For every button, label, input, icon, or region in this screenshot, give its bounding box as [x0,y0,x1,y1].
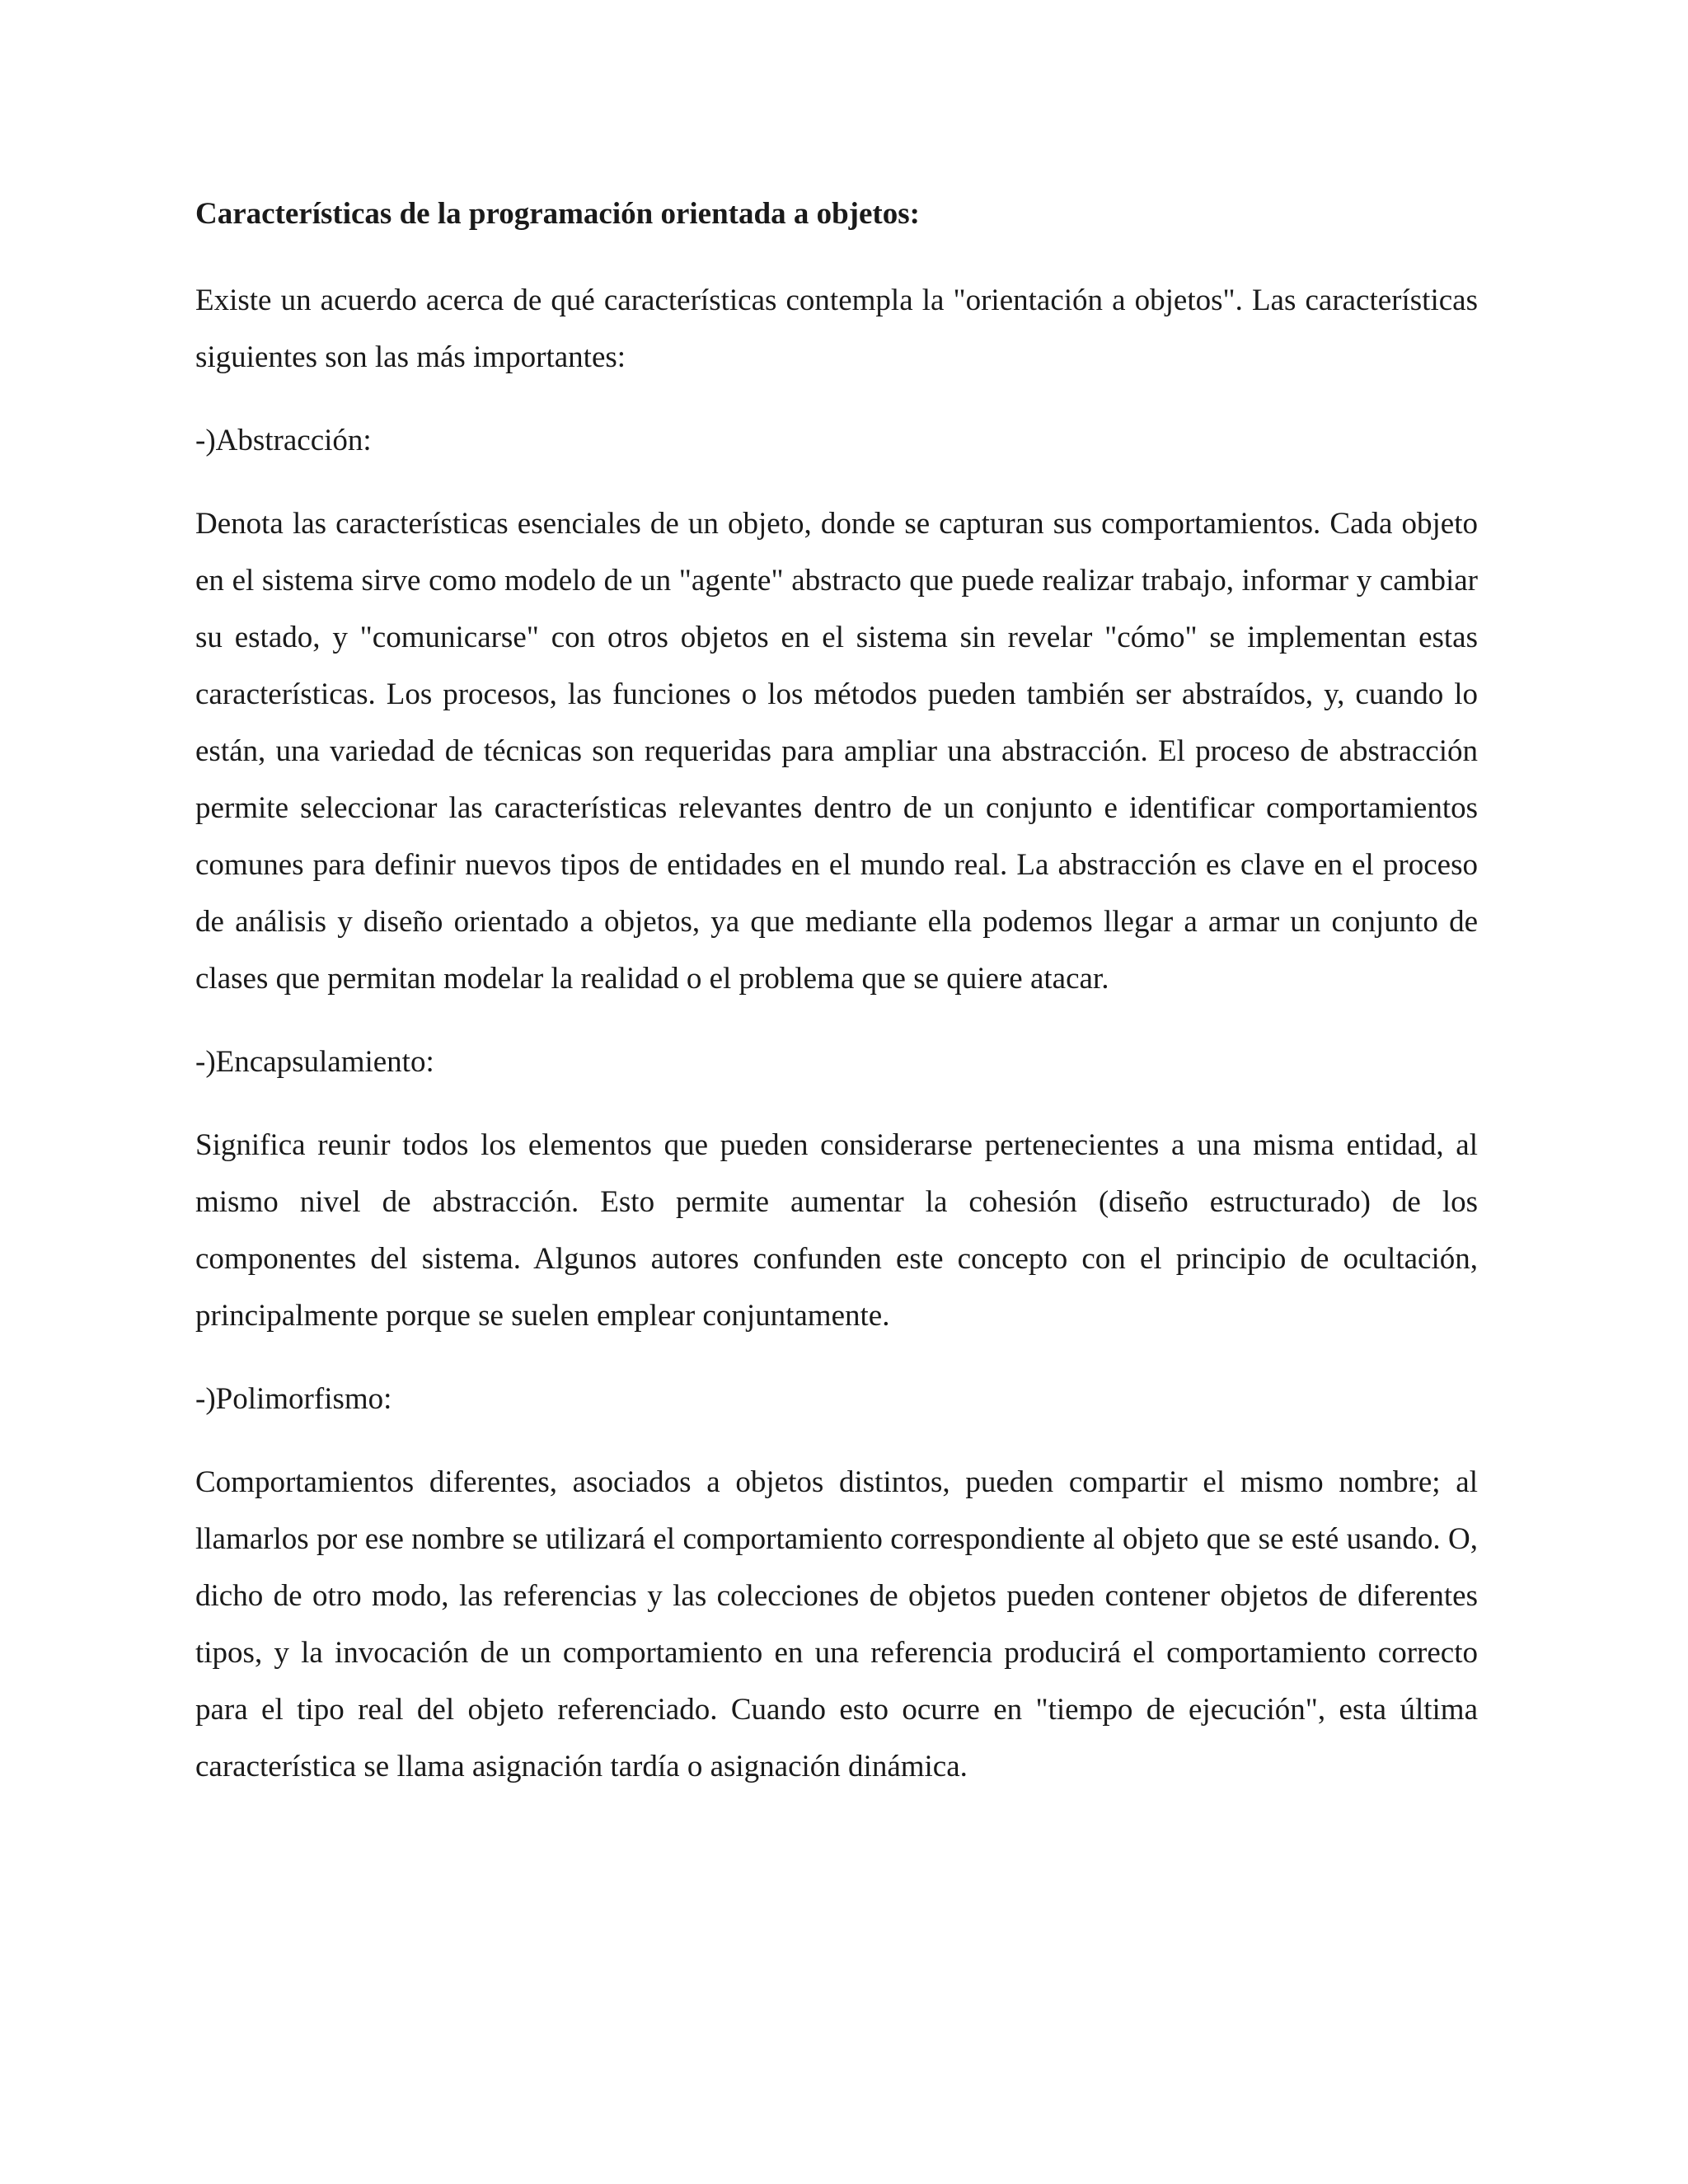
intro-paragraph: Existe un acuerdo acerca de qué características contempla la "orientación a objetos". Las características siguientes son las más importantes: [195,284,1478,374]
section-body-encapsulamiento: Significa reunir todos los elementos que pueden considerarse pertenecientes a una misma entidad, al mismo nivel de abstracción. Esto permite aumentar la cohesión (diseño estructurado) de los componentes del sistema. Algunos autores confunden este concepto con el principio de ocultación, principalmente porque se suelen emplear conjuntamente. [195,1128,1478,1333]
section-heading-abstraccion: -)Abstracción: [195,424,372,457]
section-heading-polimorfismo: -)Polimorfismo: [195,1382,392,1416]
section-body-polimorfismo: Comportamientos diferentes, asociados a objetos distintos, pueden compartir el mismo nombre; al llamarlos por ese nombre se utilizará el comportamiento correspondiente al objeto que se esté usando. O, dicho de otro modo, las referencias y las colecciones de objetos pueden contener objetos de diferentes tipos, y la invocación de un comportamiento en una referencia producirá el comportamiento correcto para el tipo real del objeto referenciado. Cuando esto ocurre en "tiempo de ejecución", esta última característica se llama asignación tardía o asignación dinámica. [195,1465,1478,1783]
section-body-abstraccion: Denota las características esenciales de un objeto, donde se capturan sus comportamientos. Cada objeto en el sistema sirve como modelo de un "agente" abstracto que puede realizar trabajo, informar y cambiar su estado, y "comunicarse" con otros objetos en el sistema sin revelar "cómo" se implementan estas características. Los procesos, las funciones o los métodos pueden también ser abstraídos, y, cuando lo están, una variedad de técnicas son requeridas para ampliar una abstracción. El proceso de abstracción permite seleccionar las características relevantes dentro de un conjunto e identificar comportamientos comunes para definir nuevos tipos de entidades en el mundo real. La abstracción es clave en el proceso de análisis y diseño orientado a objetos, ya que mediante ella podemos llegar a armar un conjunto de clases que permitan modelar la realidad o el problema que se quiere atacar. [195,507,1478,996]
document-content [195,191,1478,1821]
section-heading-encapsulamiento: -)Encapsulamiento: [195,1045,434,1079]
document-title: Características de la programación orientada a objetos: [195,197,920,231]
